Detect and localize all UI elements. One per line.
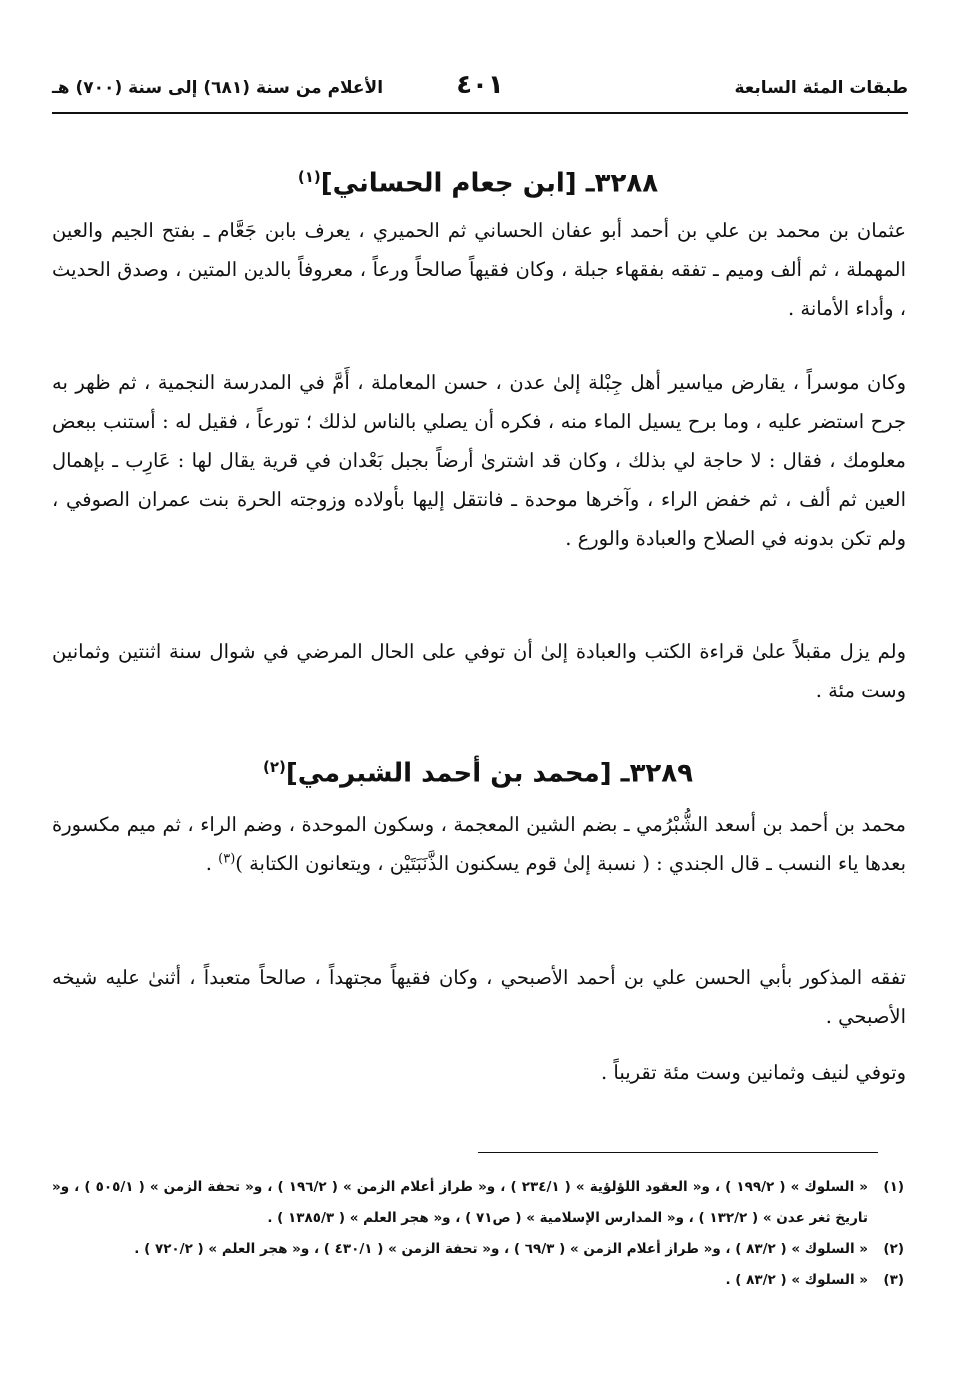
entry-paragraph: وكان موسراً ، يقارض مياسير أهل جِبْلة إلىٰ عدن ، حسن المعاملة ، أَمَّ في المدرسة النجمية ، ثم ظهر به جرح استضر عليه ، وما برح يسيل الماء منه ، فكره أن يصلي بالناس لذلك ؛ تورعاً ، فقيل له : أستنب ببعض معلومك ، فقال : لا حاجة لي بذلك ، وكان قد اشترىٰ أرضاً بجبل بَعْدان في قرية يقال لها : عَارِب ـ بإهمال العين ثم ألف ، ثم خفض الراء ، وآخرها موحدة ـ فانتقل إليها بأولاده وزوجته الحرة بنت عمران الصوفي ، ولم تكن بدونه في الصلاح والعبادة والورع .: [52, 371, 906, 550]
footnote-1: [52, 1172, 904, 1234]
paragraph-tail: .: [205, 852, 219, 875]
footnote-number: (٢): [883, 1241, 904, 1257]
entry-paragraph: تفقه المذكور بأبي الحسن علي بن أحمد الأصبحي ، وكان فقيهاً مجتهداً ، صالحاً متعبداً ، أثنىٰ عليه شيخه الأصبحي .: [52, 966, 906, 1028]
entry-title-3289: [52, 758, 904, 789]
entry-title-3288: [52, 168, 904, 199]
header-book-section: طبقات المئة السابعة: [734, 78, 908, 98]
footnote-ref: (٣): [218, 851, 236, 867]
footnote-ref: (١): [297, 168, 321, 186]
footnote-number: (١): [883, 1179, 904, 1195]
entry-paragraph: عثمان بن محمد بن علي بن أحمد أبو عفان الحساني ثم الحميري ، يعرف بابن جَعَّام ـ بفتح الجيم والعين المهملة ، ثم ألف وميم ـ تفقه بفقهاء جبلة ، وكان فقيهاً صالحاً ورعاً ، معروفاً بالدين المتين ، وصدق الحديث ، وأداء الأمانة .: [52, 219, 906, 320]
footnote-text: « السلوك » ( ٨٣/٢ ) ، و« طراز أعلام الزمن » ( ٦٩/٣ ) ، و« تحفة الزمن » ( ٤٣٠/١ ) ، و« هجر العلم » ( ٧٢٠/٢ ) .: [134, 1241, 868, 1257]
page-number: ٤٠١: [456, 70, 504, 100]
header-period: الأعلام من سنة (٦٨١) إلى سنة (٧٠٠) هـ: [52, 78, 384, 98]
footnote-2: [52, 1234, 904, 1265]
paragraph-text: محمد بن أحمد بن أسعد الشُّبْرُمي ـ بضم الشين المعجمة ، وسكون الموحدة ، وضم الراء ، ثم ميم مكسورة بعدها ياء النسب ـ قال الجندي : ( نسبة إلىٰ قوم يسكنون الذَّنَبَتَيْن ، ويتعانون الكتابة ): [52, 813, 906, 875]
footnote-number: (٣): [883, 1272, 904, 1288]
entry-paragraph: [52, 805, 906, 883]
header-divider: [52, 112, 908, 114]
entry-paragraph: وتوفي لنيف وثمانين وست مئة تقريباً .: [601, 1061, 906, 1084]
footnote-divider: [478, 1152, 878, 1153]
entry-title-text: ٣٢٨٨ـ [ابن جعام الحساني]: [320, 168, 659, 199]
entry-title-text: ٣٢٨٩ـ [محمد بن أحمد الشبرمي]: [285, 758, 694, 789]
entry-paragraph: ولم يزل مقبلاً علىٰ قراءة الكتب والعبادة إلىٰ أن توفي على الحال المرضي في شوال سنة اثنتين وثمانين وست مئة .: [52, 640, 906, 702]
running-header: [52, 70, 908, 110]
footnote-3: [52, 1265, 904, 1296]
footnote-ref: (٢): [262, 758, 286, 776]
footnotes: [52, 1172, 904, 1296]
footnote-text: « السلوك » ( ١٩٩/٢ ) ، و« العقود اللؤلؤية » ( ٢٣٤/١ ) ، و« طراز أعلام الزمن » ( ١٩٦/٢ ) ، و« تحفة الزمن » ( ٥٠٥/١ ) ، و« تاريخ ثغر عدن » ( ١٣٢/٢ ) ، و« المدارس الإسلامية » ( ص٧١ ) ، و« هجر العلم » ( ١٣٨٥/٣ ) .: [52, 1179, 868, 1226]
footnote-text: « السلوك » ( ٨٣/٢ ) .: [725, 1272, 868, 1288]
